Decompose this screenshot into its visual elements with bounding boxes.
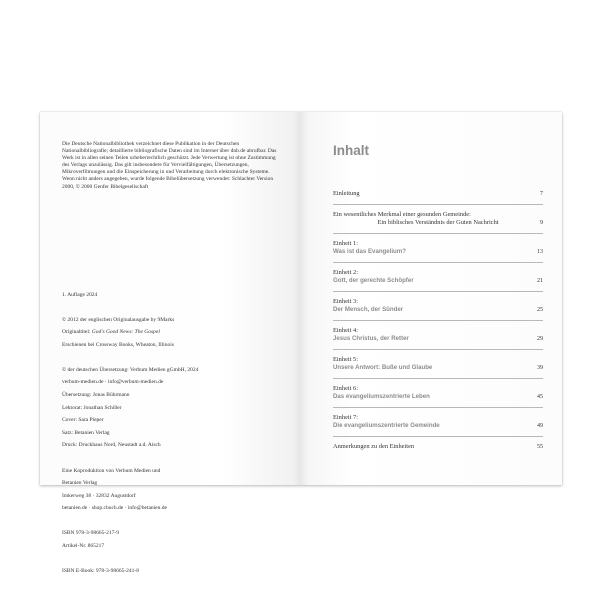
toc-page-number: 7: [540, 191, 543, 197]
imprint-page: [40, 112, 301, 575]
divider: [333, 349, 543, 350]
divider: [333, 407, 543, 408]
chapter-label: Einheit 6:: [333, 384, 359, 392]
toc-entry-chapter: [333, 269, 543, 286]
bibliographic-notice: Die Deutsche Nationalbibliothek verzeichnet diese Publikation in der Deutschen Nationalbibliografie; detaillierte bibliografische Daten sind im Internet über dnb.de abrufbar. Das Werk ist in allen seinen Teilen urheberrechtlich geschützt. Jede Verwertung ist ohne Zustimmung des Verlags unzulässig. Das gilt insbesondere für Vervielfältigungen, Übersetzungen, Mikroverfilmungen und die Einspeicherung in und Verarbeitung durch elektronische Systeme.: [62, 141, 277, 176]
original-title-label: Originaltitel:: [62, 329, 92, 336]
bible-translation-notice: Wenn nicht anders angegeben, wurde folgende Bibelübersetzung verwendet: Schlachter Version 2000, © 2000 Genfer Bibelgesellschaft: [62, 176, 274, 190]
original-copyright: © 2012 der englischen Originalausgabe by 9Marks: [62, 316, 175, 323]
original-title: God's Good News: The Gospel: [91, 329, 160, 336]
chapter-label: Einheit 1:: [333, 239, 359, 247]
toc-page-number: 55: [537, 443, 543, 450]
edition-info: [62, 286, 282, 581]
toc-page-number: 29: [537, 336, 543, 342]
credit-line: Lektorat: Jonathan Schiller: [62, 404, 122, 411]
toc-entry-chapter: [333, 327, 543, 344]
chapter-label: Einheit 2:: [333, 268, 359, 276]
divider: [333, 291, 543, 292]
chapter-title: Jesus Christus, der Retter: [333, 335, 409, 342]
toc-page-number: 49: [537, 423, 543, 429]
divider: [333, 262, 543, 263]
credit-line: Druck: Druckhaus Nord, Neustadt a.d. Aisch: [62, 442, 161, 449]
copublishing-line: Betanien Verlag: [62, 480, 98, 487]
toc-page-number: 9: [540, 220, 543, 226]
toc-page-number: 39: [537, 365, 543, 371]
copublishing-line: Eine Koproduktion von Verbum Medien und: [62, 467, 161, 474]
book-spread: [40, 112, 562, 575]
toc-page-number: 45: [537, 394, 543, 400]
divider: [333, 233, 543, 234]
toc-entry-intro: [333, 190, 543, 199]
toc-entry-chapter: [333, 298, 543, 315]
isbn-print: ISBN 978-3-98665-217-9: [62, 530, 119, 537]
toc-page-number: 25: [537, 307, 543, 313]
original-publisher: Erschienen bei Crossway Books, Wheaton, Illinois: [62, 341, 174, 348]
toc-entry-chapter: [333, 414, 543, 431]
chapter-label: Einheit 7:: [333, 413, 359, 421]
divider: [333, 320, 543, 321]
copublishing-line: Imkerweg 38 · 32832 Augustdorf: [62, 492, 136, 499]
credit-line: Cover: Sara Pieper: [62, 417, 104, 424]
credit-line: Satz: Betanien Verlag: [62, 429, 110, 436]
toc-title: Inhalt: [333, 143, 369, 158]
contents-page: [301, 112, 562, 485]
chapter-title: Die evangeliumszentrierte Gemeinde: [333, 422, 440, 429]
toc-entry-feature: [333, 211, 543, 228]
table-of-contents: [333, 190, 543, 451]
credit-line: © der deutschen Übersetzung: Verbum Medien gGmbH, 2024: [62, 366, 199, 373]
credit-line: verbum-medien.de · info@verbum-medien.de: [62, 379, 164, 386]
article-number: Artikel-Nr. 865217: [62, 543, 105, 549]
toc-entry-notes: [333, 443, 543, 452]
toc-entry-label: Einleitung: [333, 190, 360, 197]
original-title-line: [62, 329, 282, 336]
isbn-ebook: ISBN E-Book: 978-3-98665-241-8: [62, 568, 139, 575]
toc-page-number: 13: [537, 249, 543, 255]
credit-line: Übersetzung: Jonas Bührmann: [62, 392, 130, 399]
chapter-label: Einheit 3:: [333, 297, 359, 305]
chapter-title: Was ist das Evangelium?: [333, 248, 406, 255]
divider: [333, 378, 543, 379]
chapter-title: Unsere Antwort: Buße und Glaube: [333, 364, 433, 371]
toc-entry-chapter: [333, 240, 543, 257]
chapter-title: Der Mensch, der Sünder: [333, 306, 404, 313]
chapter-title: Gott, der gerechte Schöpfer: [333, 277, 414, 284]
copublishing-line: betanien.de · shop.cbuch.de · info@betanien.de: [62, 505, 167, 512]
chapter-title: Das evangeliumszentrierte Leben: [333, 393, 430, 400]
divider: [333, 204, 543, 205]
toc-entry-chapter: [333, 356, 543, 373]
edition: 1. Auflage 2024: [62, 291, 98, 298]
toc-entry-label: Anmerkungen zu den Einheiten: [333, 442, 415, 450]
toc-page-number: 21: [537, 278, 543, 284]
chapter-label: Einheit 5:: [333, 355, 359, 363]
toc-feature-line1: Ein wesentliches Merkmal einer gesunden Gemeinde:: [333, 210, 471, 218]
toc-feature-line2: Ein biblisches Verständnis der Guten Nachricht: [377, 219, 499, 226]
imprint-notice: [62, 141, 282, 191]
chapter-label: Einheit 4:: [333, 326, 359, 334]
toc-entry-chapter: [333, 385, 543, 402]
divider: [333, 436, 543, 437]
